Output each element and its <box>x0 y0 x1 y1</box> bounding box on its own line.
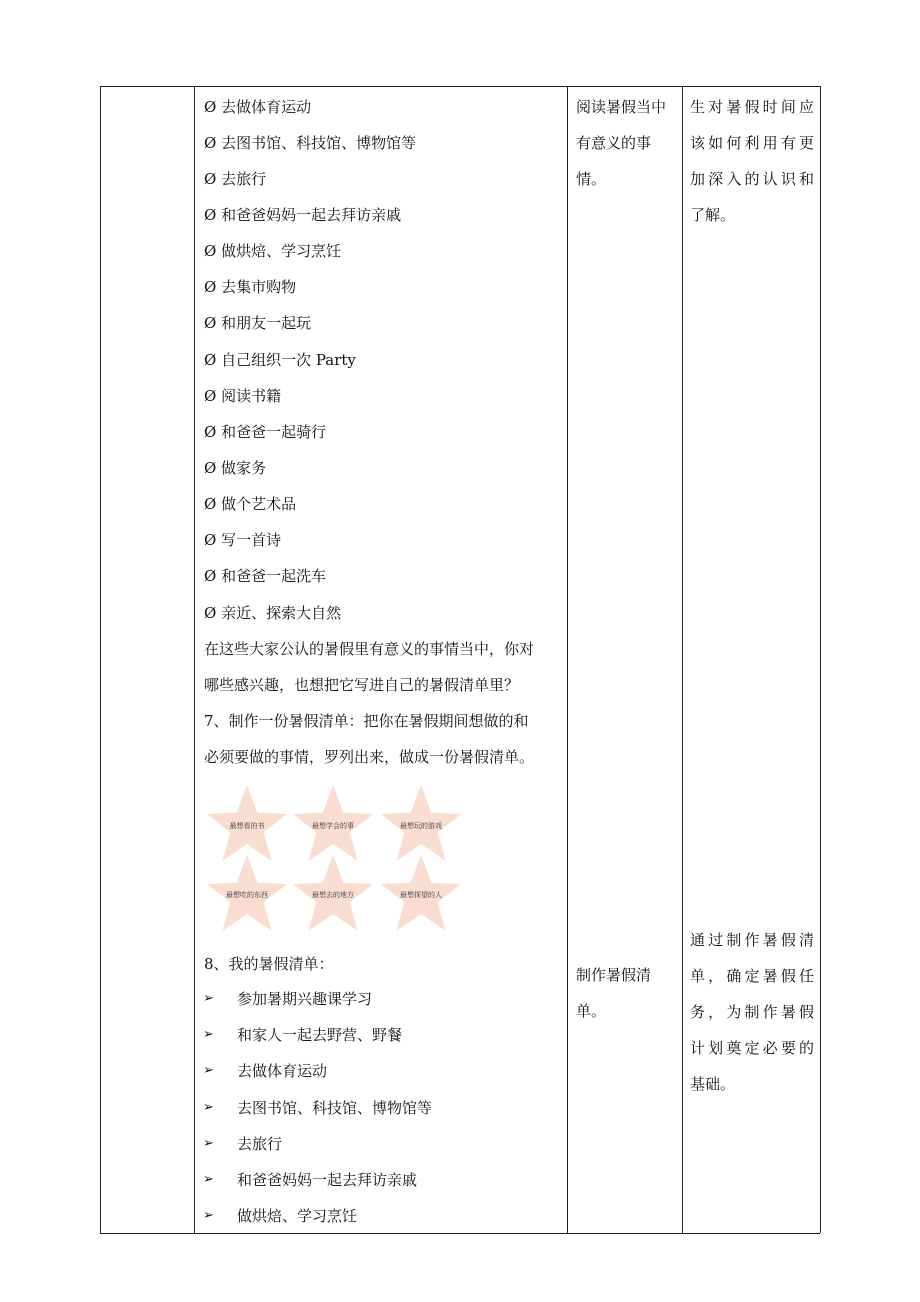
col3-line: 制作暑假清单。 <box>576 966 652 1020</box>
star-label: 最想去的地方 <box>312 891 354 899</box>
activity-line: Ø 去图书馆、科技馆、博物馆等 <box>204 134 417 152</box>
star-label: 最想探望的人 <box>400 891 442 899</box>
activity-line: Ø 去做体育运动 <box>204 98 312 116</box>
arrow-bullet-icon: ➢ <box>203 1136 214 1151</box>
activity-line: Ø 写一首诗 <box>204 531 282 549</box>
question-line: 在这些大家公认的暑假里有意义的事情当中，你对 <box>204 640 535 658</box>
activity-line: Ø 自己组织一次 Party <box>204 351 356 369</box>
my-list-item: 去旅行 <box>237 1135 283 1153</box>
star-label: 最想玩的游戏 <box>400 822 442 830</box>
activity-purpose-top <box>576 89 678 197</box>
activity-line: Ø 和爸爸妈妈一起去拜访亲戚 <box>204 206 402 224</box>
step8-title: 8、我的暑假清单： <box>204 955 334 973</box>
arrow-bullet-icon: ➢ <box>203 1208 214 1223</box>
table-border-bottom <box>100 1233 820 1234</box>
col4-line: 计划奠定必要的 <box>690 1039 814 1057</box>
arrow-bullet-icon: ➢ <box>203 1100 214 1115</box>
activity-line: Ø 阅读书籍 <box>204 387 282 405</box>
step7-line: 必须要做的事情，罗列出来，做成一份暑假清单。 <box>204 748 535 766</box>
activity-line: Ø 和朋友一起玩 <box>204 314 312 332</box>
column-divider-3 <box>682 86 683 1233</box>
col3-line: 有意义的事情。 <box>576 134 652 188</box>
my-list-item: 去做体育运动 <box>237 1062 328 1080</box>
star-label: 最想吃的东西 <box>226 891 268 899</box>
my-list-item: 去图书馆、科技馆、博物馆等 <box>237 1099 433 1117</box>
design-intent-top <box>690 89 814 233</box>
arrow-bullet-icon: ➢ <box>203 1172 214 1187</box>
col4-line: 该如何利用有更 <box>690 134 814 152</box>
activity-line: Ø 和爸爸一起骑行 <box>204 423 327 441</box>
activity-line: Ø 和爸爸一起洗车 <box>204 567 327 585</box>
activity-line: Ø 做烘焙、学习烹饪 <box>204 242 342 260</box>
col4-line: 加深入的认识和 <box>690 170 814 188</box>
activity-line: Ø 去旅行 <box>204 170 267 188</box>
my-list-item: 做烘焙、学习烹饪 <box>237 1207 358 1225</box>
col4-line: 通过制作暑假清 <box>690 931 814 949</box>
table-border-left <box>100 86 101 1233</box>
my-list-item: 和爸爸妈妈一起去拜访亲戚 <box>237 1171 418 1189</box>
col4-line: 基础。 <box>690 1075 736 1093</box>
column-divider-2 <box>567 86 568 1233</box>
activity-line: Ø 去集市购物 <box>204 278 297 296</box>
arrow-bullet-icon: ➢ <box>203 1027 214 1042</box>
star-label: 最想看的书 <box>229 822 265 830</box>
my-list-item: 参加暑期兴趣课学习 <box>237 990 373 1008</box>
col4-line: 了解。 <box>690 206 736 224</box>
col4-line: 生对暑假时间应 <box>690 98 814 116</box>
column-divider-1 <box>194 86 195 1233</box>
design-intent-bottom <box>690 922 814 1102</box>
question-line: 哪些感兴趣，也想把它写进自己的暑假清单里？ <box>204 676 520 694</box>
activity-line: Ø 亲近、探索大自然 <box>204 604 342 622</box>
table-border-top <box>100 86 820 87</box>
table-border-right <box>820 86 821 1233</box>
col3-line: 阅读暑假当中 <box>576 98 667 116</box>
col4-line: 单，确定暑假任 <box>690 967 814 985</box>
arrow-bullet-icon: ➢ <box>203 1063 214 1078</box>
arrow-bullet-icon: ➢ <box>203 991 214 1006</box>
col4-line: 务，为制作暑假 <box>690 1003 814 1021</box>
activity-line: Ø 做家务 <box>204 459 267 477</box>
activity-purpose-bottom <box>576 957 678 1029</box>
my-list-item: 和家人一起去野营、野餐 <box>237 1026 403 1044</box>
wishlist-stars-graphic <box>200 783 470 938</box>
step7-line: 7、制作一份暑假清单：把你在暑假期间想做的和 <box>204 712 529 730</box>
activity-line: Ø 做个艺术品 <box>204 495 297 513</box>
star-label: 最想学会的事 <box>312 822 354 830</box>
